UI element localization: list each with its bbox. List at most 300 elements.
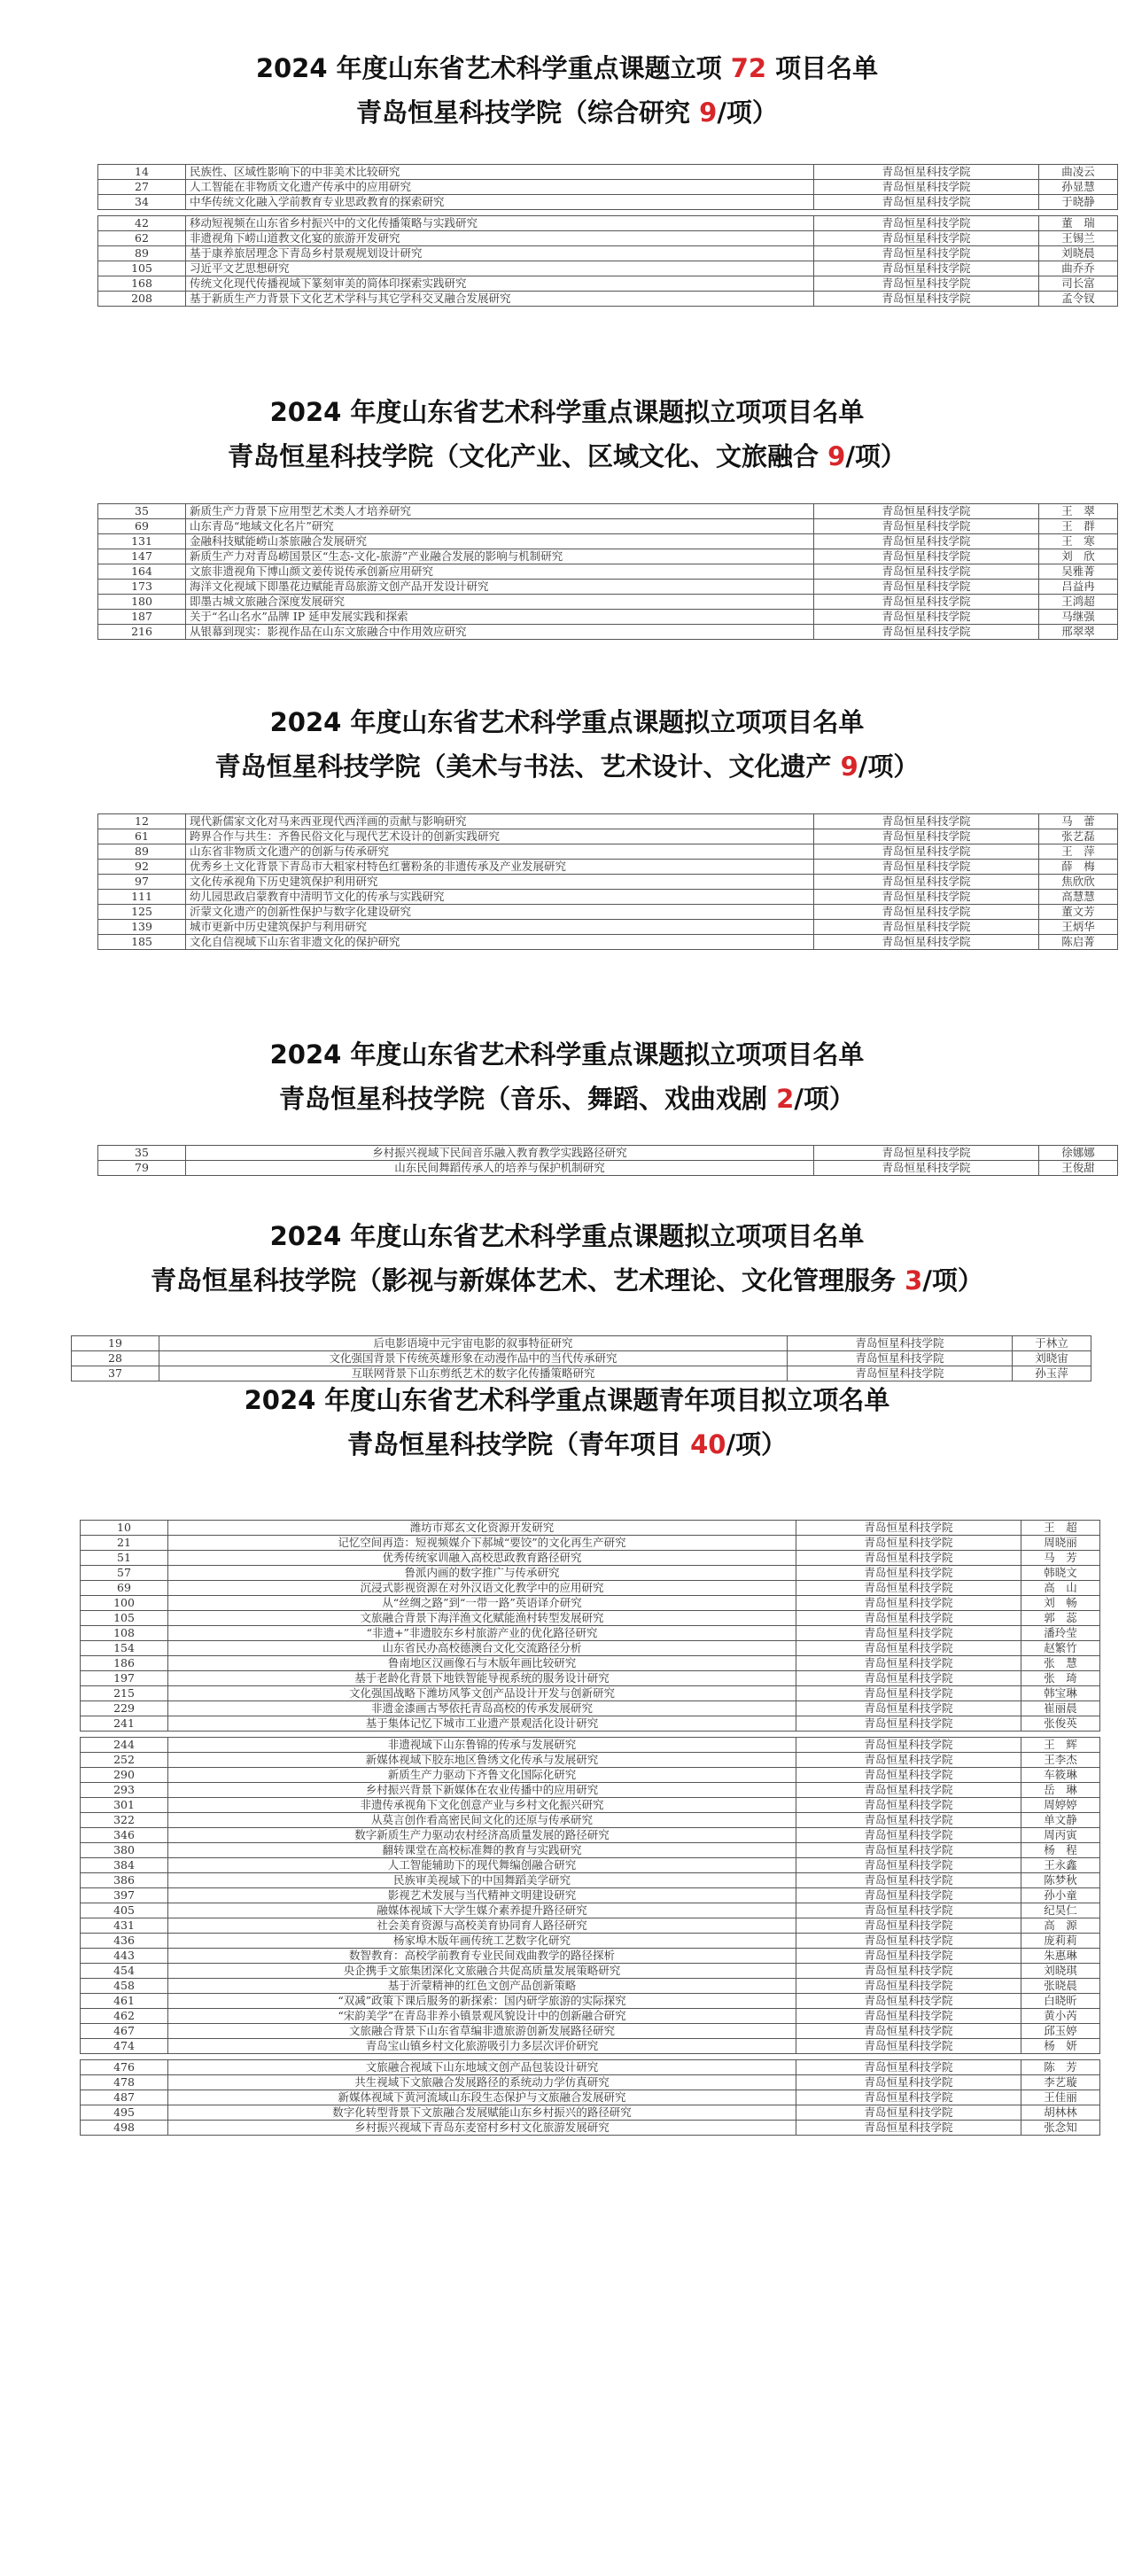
project-number: 252 (81, 1753, 168, 1768)
subtitle-text: /项） (794, 1084, 855, 1114)
institution: 青岛恒星科技学院 (796, 1551, 1021, 1566)
institution: 青岛恒星科技学院 (796, 1903, 1021, 1918)
principal: 高 山 (1021, 1581, 1100, 1596)
project-title: 鲁南地区汉画像石与木版年画比较研究 (168, 1656, 796, 1671)
institution: 青岛恒星科技学院 (788, 1366, 1013, 1381)
principal: 邢翠翠 (1039, 625, 1118, 640)
project-table-2 (97, 813, 1118, 950)
project-number: 173 (98, 580, 186, 595)
section-title-3 (0, 1032, 1134, 1121)
project-title: 山东青岛“地域文化名片”研究 (186, 519, 814, 534)
project-title: 新质生产力对青岛崂国景区“生态-文化-旅游”产业融合发展的影响与机制研究 (186, 549, 814, 564)
principal: 岳 琳 (1021, 1783, 1100, 1798)
project-title: 关于“名山名水”品牌 IP 延申发展实践和探索 (186, 610, 814, 625)
principal: 张艺磊 (1039, 829, 1118, 844)
project-number: 139 (98, 920, 186, 935)
project-title: 从“丝绸之路”到“一带一路”英语译介研究 (168, 1596, 796, 1611)
project-title: 鲁派内画的数字推广与传承研究 (168, 1566, 796, 1581)
project-title: 沉浸式影视资源在对外汉语文化教学中的应用研究 (168, 1581, 796, 1596)
title-text: 项目名单 (766, 53, 879, 83)
principal: 孙玉萍 (1013, 1366, 1091, 1381)
project-table-3 (97, 1145, 1118, 1176)
subtitle-text: 青岛恒星科技学院（综合研究 (356, 97, 700, 128)
principal: 李艺璇 (1021, 2075, 1100, 2090)
project-title: 影视艺术发展与当代精神文明建设研究 (168, 1888, 796, 1903)
title-line-2 (0, 744, 1134, 789)
title-line-1 (0, 390, 1134, 434)
title-line-1 (0, 46, 1134, 90)
project-title: 基于集体记忆下城市工业遗产景观活化设计研究 (168, 1716, 796, 1732)
title-line-2 (0, 1422, 1134, 1467)
project-number: 186 (81, 1656, 168, 1671)
project-title: 文化强国战略下潍坊风筝文创产品设计开发与创新研究 (168, 1686, 796, 1701)
principal: 刘晓琪 (1021, 1964, 1100, 1979)
institution: 青岛恒星科技学院 (814, 844, 1039, 860)
institution: 青岛恒星科技学院 (796, 2060, 1021, 2075)
institution: 青岛恒星科技学院 (796, 1768, 1021, 1783)
institution: 青岛恒星科技学院 (796, 2075, 1021, 2090)
principal: 刘 欣 (1039, 549, 1118, 564)
project-title: 文旅融合背景下山东省草编非遗旅游创新发展路径研究 (168, 2024, 796, 2039)
project-number: 301 (81, 1798, 168, 1813)
institution: 青岛恒星科技学院 (796, 1753, 1021, 1768)
project-number: 467 (81, 2024, 168, 2039)
project-title: 青岛宝山镇乡村文化旅游吸引力多层次评价研究 (168, 2039, 796, 2054)
project-number: 244 (81, 1738, 168, 1753)
institution: 青岛恒星科技学院 (796, 1964, 1021, 1979)
project-title: 翻转课堂在高校标准舞的教育与实践研究 (168, 1843, 796, 1858)
project-number: 476 (81, 2060, 168, 2075)
principal: 杨 妍 (1021, 2039, 1100, 2054)
institution: 青岛恒星科技学院 (814, 814, 1039, 829)
project-number: 105 (98, 261, 186, 276)
principal: 马 芳 (1021, 1551, 1100, 1566)
section-title-2 (0, 700, 1134, 789)
gap-cell (1039, 210, 1118, 216)
table-row (98, 1146, 1118, 1161)
institution: 青岛恒星科技学院 (814, 549, 1039, 564)
institution: 青岛恒星科技学院 (796, 2024, 1021, 2039)
project-table-4 (71, 1335, 1091, 1381)
project-title: 金融科技赋能崂山茶旅融合发展研究 (186, 534, 814, 549)
institution: 青岛恒星科技学院 (796, 1701, 1021, 1716)
title-text: 2024 年度山东省艺术科学重点课题青年项目拟立项名单 (244, 1385, 890, 1415)
institution: 青岛恒星科技学院 (814, 1161, 1039, 1176)
institution: 青岛恒星科技学院 (814, 165, 1039, 180)
project-title: 人工智能在非物质文化遗产传承中的应用研究 (186, 180, 814, 195)
project-title: 现代新儒家文化对马来西亚现代西洋画的贡献与影响研究 (186, 814, 814, 829)
project-title: 文旅融合背景下海洋渔文化赋能渔村转型发展研究 (168, 1611, 796, 1626)
project-title: 数字新质生产力驱动农村经济高质量发展的路径研究 (168, 1828, 796, 1843)
project-number: 436 (81, 1934, 168, 1949)
table-row (81, 1641, 1100, 1656)
table-row (98, 844, 1118, 860)
project-title: 民族审美视域下的中国舞蹈美学研究 (168, 1873, 796, 1888)
principal: 陈启菁 (1039, 935, 1118, 950)
table-row (98, 519, 1118, 534)
project-number: 293 (81, 1783, 168, 1798)
project-table-1 (97, 503, 1118, 640)
principal: 董 瑞 (1039, 216, 1118, 231)
title-text: 2024 年度山东省艺术科学重点课题拟立项项目名单 (269, 397, 865, 427)
table-row (81, 2105, 1100, 2121)
principal: 单文静 (1021, 1813, 1100, 1828)
institution: 青岛恒星科技学院 (796, 1979, 1021, 1994)
principal: 高慧慧 (1039, 890, 1118, 905)
table-row (81, 1994, 1100, 2009)
institution: 青岛恒星科技学院 (814, 216, 1039, 231)
project-number: 384 (81, 1858, 168, 1873)
institution: 青岛恒星科技学院 (796, 1716, 1021, 1732)
project-title: “双减”政策下课后服务的新探索：国内研学旅游的实际探究 (168, 1994, 796, 2009)
table-row (81, 1701, 1100, 1716)
project-title: 民族性、区域性影响下的中非美术比较研究 (186, 165, 814, 180)
institution: 青岛恒星科技学院 (814, 935, 1039, 950)
project-number: 51 (81, 1551, 168, 1566)
principal: 徐娜娜 (1039, 1146, 1118, 1161)
institution: 青岛恒星科技学院 (814, 610, 1039, 625)
project-title: 互联网背景下山东剪纸艺术的数字化传播策略研究 (159, 1366, 788, 1381)
table-row (98, 595, 1118, 610)
principal: 焦欣欣 (1039, 875, 1118, 890)
subtitle-text: 青岛恒星科技学院（美术与书法、艺术设计、文化遗产 (214, 751, 841, 782)
project-number: 27 (98, 180, 186, 195)
project-title: 潍坊市郑玄文化资源开发研究 (168, 1521, 796, 1536)
project-number: 62 (98, 231, 186, 246)
table-row (81, 1843, 1100, 1858)
table-row (98, 216, 1118, 231)
project-number: 180 (98, 595, 186, 610)
project-title: 从银幕到现实：影视作品在山东文旅融合中作用效应研究 (186, 625, 814, 640)
project-title: 融媒体视域下大学生媒介素养提升路径研究 (168, 1903, 796, 1918)
table-row (98, 246, 1118, 261)
table-row (98, 504, 1118, 519)
principal: 曲乔乔 (1039, 261, 1118, 276)
institution: 青岛恒星科技学院 (814, 261, 1039, 276)
gap-cell (81, 2054, 168, 2060)
project-title: 数智教育：高校学前教育专业民间戏曲教学的路径探析 (168, 1949, 796, 1964)
title-text: 2024 年度山东省艺术科学重点课题拟立项项目名单 (269, 707, 865, 737)
institution: 青岛恒星科技学院 (796, 1566, 1021, 1581)
institution: 青岛恒星科技学院 (796, 2090, 1021, 2105)
institution: 青岛恒星科技学院 (796, 1536, 1021, 1551)
institution: 青岛恒星科技学院 (814, 276, 1039, 292)
section-title-4 (0, 1214, 1134, 1303)
principal: 庞莉莉 (1021, 1934, 1100, 1949)
table-row (98, 875, 1118, 890)
gap-cell (796, 1732, 1021, 1738)
project-title: 城市更新中历史建筑保护与利用研究 (186, 920, 814, 935)
project-number: 215 (81, 1686, 168, 1701)
principal: 于晓静 (1039, 195, 1118, 210)
project-title: 人工智能辅助下的现代舞编创融合研究 (168, 1858, 796, 1873)
gap-cell (81, 1732, 168, 1738)
table-row (98, 564, 1118, 580)
project-number: 100 (81, 1596, 168, 1611)
institution: 青岛恒星科技学院 (814, 564, 1039, 580)
project-number: 495 (81, 2105, 168, 2121)
principal: 王 萍 (1039, 844, 1118, 860)
table-row (98, 292, 1118, 307)
project-title: “非遗+”非遗胶东乡村旅游产业的优化路径研究 (168, 1626, 796, 1641)
project-number: 12 (98, 814, 186, 829)
table-row (98, 829, 1118, 844)
subtitle-text: /项） (922, 1265, 983, 1296)
project-count: 2 (776, 1084, 795, 1114)
institution: 青岛恒星科技学院 (796, 1843, 1021, 1858)
institution: 青岛恒星科技学院 (796, 1626, 1021, 1641)
institution: 青岛恒星科技学院 (814, 580, 1039, 595)
project-title: 中华传统文化融入学前教育专业思政教育的探索研究 (186, 195, 814, 210)
principal: 王 超 (1021, 1521, 1100, 1536)
project-title: 新媒体视域下黄河流域山东段生态保护与文旅融合发展研究 (168, 2090, 796, 2105)
project-number: 431 (81, 1918, 168, 1934)
institution: 青岛恒星科技学院 (814, 195, 1039, 210)
principal: 陈 芳 (1021, 2060, 1100, 2075)
subtitle-text: /项） (845, 441, 906, 471)
principal: 朱惠琳 (1021, 1949, 1100, 1964)
project-title: 记忆空间再造：短视频媒介下郝城“要饺”的文化再生产研究 (168, 1536, 796, 1551)
project-number: 405 (81, 1903, 168, 1918)
project-title: 非遗传承视角下文化创意产业与乡村文化振兴研究 (168, 1798, 796, 1813)
project-number: 164 (98, 564, 186, 580)
project-number: 105 (81, 1611, 168, 1626)
section-title-1 (0, 390, 1134, 479)
project-number: 154 (81, 1641, 168, 1656)
project-number: 229 (81, 1701, 168, 1716)
principal: 王鸿超 (1039, 595, 1118, 610)
table-row (98, 261, 1118, 276)
project-number: 34 (98, 195, 186, 210)
table-row (81, 1949, 1100, 1964)
principal: 孟令钗 (1039, 292, 1118, 307)
project-title: 移动短视频在山东省乡村振兴中的文化传播策略与实践研究 (186, 216, 814, 231)
project-number: 397 (81, 1888, 168, 1903)
institution: 青岛恒星科技学院 (796, 1738, 1021, 1753)
principal: 张晓晨 (1021, 1979, 1100, 1994)
institution: 青岛恒星科技学院 (788, 1336, 1013, 1351)
title-line-1 (0, 1032, 1134, 1077)
table-row (81, 2024, 1100, 2039)
project-number: 28 (72, 1351, 159, 1366)
project-title: 非遗视角下崂山道教文化宴的旅游开发研究 (186, 231, 814, 246)
principal: 王 寒 (1039, 534, 1118, 549)
project-title: 杨家埠木版年画传统工艺数字化研究 (168, 1934, 796, 1949)
institution: 青岛恒星科技学院 (814, 504, 1039, 519)
project-title: 海洋文化视域下即墨花边赋能青岛旅游文创产品开发设计研究 (186, 580, 814, 595)
gap-cell (168, 2054, 796, 2060)
project-title: 即墨古城文旅融合深度发展研究 (186, 595, 814, 610)
table-row (81, 1903, 1100, 1918)
institution: 青岛恒星科技学院 (796, 1828, 1021, 1843)
project-number: 208 (98, 292, 186, 307)
table-row (98, 814, 1118, 829)
principal: 邱玉婷 (1021, 2024, 1100, 2039)
project-number: 89 (98, 246, 186, 261)
institution: 青岛恒星科技学院 (814, 1146, 1039, 1161)
gap-cell (1021, 1732, 1100, 1738)
project-title: 文旅非遗视角下博山颜文姜传说传承创新应用研究 (186, 564, 814, 580)
table-row (81, 1798, 1100, 1813)
project-title: 文旅融合视域下山东地域文创产品包装设计研究 (168, 2060, 796, 2075)
project-count: 9 (699, 97, 718, 128)
principal: 王 翠 (1039, 504, 1118, 519)
title-line-1 (0, 1378, 1134, 1422)
table-row (98, 534, 1118, 549)
principal: 张念知 (1021, 2121, 1100, 2136)
gap-cell (796, 2054, 1021, 2060)
table-row (98, 276, 1118, 292)
table-row (98, 860, 1118, 875)
project-title: 央企携手文旅集团深化文旅融合共促高质量发展策略研究 (168, 1964, 796, 1979)
project-number: 474 (81, 2039, 168, 2054)
project-number: 168 (98, 276, 186, 292)
institution: 青岛恒星科技学院 (796, 2039, 1021, 2054)
institution: 青岛恒星科技学院 (814, 534, 1039, 549)
table-gap (98, 210, 1118, 216)
project-number: 290 (81, 1768, 168, 1783)
principal: 马继强 (1039, 610, 1118, 625)
project-title: 社会美育资源与高校美育协同育人路径研究 (168, 1918, 796, 1934)
principal: 王李杰 (1021, 1753, 1100, 1768)
project-number: 35 (98, 1146, 186, 1161)
project-title: 非遗金漆画古琴依托青岛高校的传承发展研究 (168, 1701, 796, 1716)
institution: 青岛恒星科技学院 (796, 1934, 1021, 1949)
institution: 青岛恒星科技学院 (814, 875, 1039, 890)
project-title: 基于新质生产力背景下文化艺术学科与其它学科交叉融合发展研究 (186, 292, 814, 307)
project-title: 从莫言创作看高密民间文化的还原与传承研究 (168, 1813, 796, 1828)
project-title: 沂蒙文化遗产的创新性保护与数字化建设研究 (186, 905, 814, 920)
table-row (81, 1813, 1100, 1828)
table-row (81, 2009, 1100, 2024)
project-number: 21 (81, 1536, 168, 1551)
project-title: 共生视域下文旅融合发展路径的系统动力学仿真研究 (168, 2075, 796, 2090)
institution: 青岛恒星科技学院 (796, 1656, 1021, 1671)
institution: 青岛恒星科技学院 (814, 519, 1039, 534)
project-number: 147 (98, 549, 186, 564)
institution: 青岛恒星科技学院 (788, 1351, 1013, 1366)
project-number: 61 (98, 829, 186, 844)
table-row (98, 890, 1118, 905)
gap-cell (98, 210, 186, 216)
table-row (81, 1918, 1100, 1934)
table-row (81, 1551, 1100, 1566)
table-row (98, 1161, 1118, 1176)
table-row (81, 1581, 1100, 1596)
table-gap (81, 1732, 1100, 1738)
project-number: 187 (98, 610, 186, 625)
project-number: 454 (81, 1964, 168, 1979)
institution: 青岛恒星科技学院 (814, 829, 1039, 844)
project-title: 山东省民办高校德澳台文化交流路径分析 (168, 1641, 796, 1656)
table-row (98, 625, 1118, 640)
project-title: 乡村振兴视域下民间音乐融入教育教学实践路径研究 (186, 1146, 814, 1161)
project-number: 487 (81, 2090, 168, 2105)
principal: 高 源 (1021, 1918, 1100, 1934)
table-row (98, 165, 1118, 180)
project-title: 新质生产力背景下应用型艺术类人才培养研究 (186, 504, 814, 519)
institution: 青岛恒星科技学院 (796, 1858, 1021, 1873)
project-number: 97 (98, 875, 186, 890)
institution: 青岛恒星科技学院 (796, 1888, 1021, 1903)
table-gap (81, 2054, 1100, 2060)
project-title: “宋韵美学”在青岛非养小镇景观风貌设计中的创新融合研究 (168, 2009, 796, 2024)
gap-cell (186, 210, 814, 216)
project-number: 216 (98, 625, 186, 640)
project-number: 57 (81, 1566, 168, 1581)
table-row (72, 1351, 1091, 1366)
principal: 王炳华 (1039, 920, 1118, 935)
project-number: 380 (81, 1843, 168, 1858)
project-count: 3 (905, 1265, 923, 1296)
principal: 张 慧 (1021, 1656, 1100, 1671)
project-number: 69 (81, 1581, 168, 1596)
institution: 青岛恒星科技学院 (796, 1873, 1021, 1888)
table-row (81, 1768, 1100, 1783)
title-text: 2024 年度山东省艺术科学重点课题立项 (255, 53, 731, 83)
principal: 王 辉 (1021, 1738, 1100, 1753)
institution: 青岛恒星科技学院 (796, 1611, 1021, 1626)
principal: 马 蕾 (1039, 814, 1118, 829)
project-number: 478 (81, 2075, 168, 2090)
institution: 青岛恒星科技学院 (796, 1949, 1021, 1964)
project-number: 386 (81, 1873, 168, 1888)
principal: 胡林林 (1021, 2105, 1100, 2121)
subtitle-text: /项） (858, 751, 920, 782)
project-number: 322 (81, 1813, 168, 1828)
subtitle-text: 青岛恒星科技学院（青年项目 (346, 1429, 691, 1459)
project-number: 461 (81, 1994, 168, 2009)
title-line-2 (0, 1077, 1134, 1121)
table-row (81, 1783, 1100, 1798)
table-row (98, 905, 1118, 920)
project-title: 新质生产力驱动下齐鲁文化国际化研究 (168, 1768, 796, 1783)
table-row (81, 1828, 1100, 1843)
table-row (98, 195, 1118, 210)
table-row (81, 1716, 1100, 1732)
table-row (81, 1671, 1100, 1686)
project-number: 462 (81, 2009, 168, 2024)
table-row (81, 1964, 1100, 1979)
project-title: 基于康养旅居理念下青岛乡村景观规划设计研究 (186, 246, 814, 261)
section-title-5 (0, 1378, 1134, 1467)
title-text: 2024 年度山东省艺术科学重点课题拟立项项目名单 (269, 1221, 865, 1251)
title-line-2 (0, 90, 1134, 135)
table-row (98, 580, 1118, 595)
principal: 韩宝琳 (1021, 1686, 1100, 1701)
principal: 周丙寅 (1021, 1828, 1100, 1843)
project-title: 跨界合作与共生：齐鲁民俗文化与现代艺术设计的创新实践研究 (186, 829, 814, 844)
project-number: 197 (81, 1671, 168, 1686)
principal: 韩晓文 (1021, 1566, 1100, 1581)
title-text: 2024 年度山东省艺术科学重点课题拟立项项目名单 (269, 1039, 865, 1070)
institution: 青岛恒星科技学院 (814, 905, 1039, 920)
project-number: 42 (98, 216, 186, 231)
project-number: 108 (81, 1626, 168, 1641)
institution: 青岛恒星科技学院 (796, 1686, 1021, 1701)
table-row (81, 1888, 1100, 1903)
principal: 王 群 (1039, 519, 1118, 534)
title-line-2 (0, 1258, 1134, 1303)
project-count: 40 (690, 1429, 726, 1459)
principal: 王俊甜 (1039, 1161, 1118, 1176)
institution: 青岛恒星科技学院 (814, 246, 1039, 261)
institution: 青岛恒星科技学院 (796, 1581, 1021, 1596)
table-row (81, 2060, 1100, 2075)
principal: 黄小芮 (1021, 2009, 1100, 2024)
project-title: 基于沂蒙精神的红色文创产品创新策略 (168, 1979, 796, 1994)
subtitle-text: 青岛恒星科技学院（音乐、舞蹈、戏曲戏剧 (279, 1084, 777, 1114)
